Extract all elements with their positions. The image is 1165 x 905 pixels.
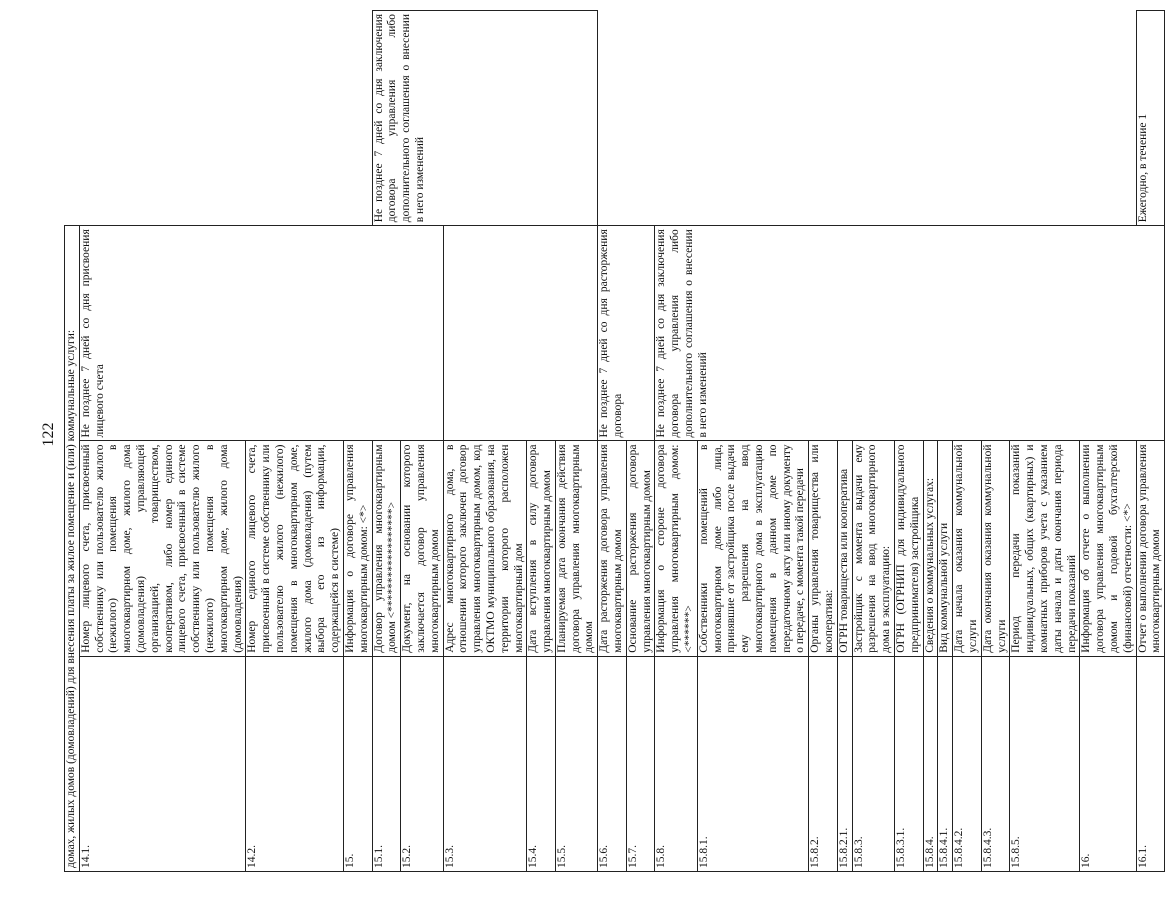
- table-row: [697, 11, 808, 872]
- item-number-cell: 15.8.2.: [809, 656, 838, 871]
- table-row: [981, 11, 1010, 872]
- deadline-cell: Не позднее 7 дней со дня расторжения договора: [598, 226, 655, 441]
- item-description-cell: Собственники помещений в многоквартирном доме либо лица, принявшие от застройщика после выдачи ему разрешения на ввод многоквартирного дома в эксплуатацию помещения в данном доме по передаточному акту или иному документу о передаче, с момента такой передачи: [697, 441, 808, 656]
- table-row: [923, 11, 938, 872]
- table-row: [65, 11, 80, 872]
- item-description-cell: Вид коммунальной услуги: [938, 441, 953, 656]
- section-continuation-cell: домах, жилых домов (домовладений) для внесения платы за жилое помещение и (или) коммунальные услуги:: [65, 226, 80, 872]
- item-number-cell: 15.1.: [372, 656, 401, 871]
- item-number-cell: 15.8.: [655, 656, 697, 871]
- item-description-cell: Период передачи показаний индивидуальных, общих (квартирных) и комнатных приборов учета с указанием даты начала и даты окончания периода передачи показаний: [1010, 441, 1080, 656]
- item-description-cell: Застройщик с момента выдачи ему разрешения на ввод многоквартирного дома в эксплуатацию:: [852, 441, 894, 656]
- page-number: 122: [40, 422, 57, 447]
- table-row: [1136, 11, 1165, 872]
- item-number-cell: 15.8.4.: [923, 656, 938, 871]
- table-row: [626, 11, 655, 872]
- table-row: [655, 11, 697, 872]
- table-row: [79, 11, 246, 872]
- item-number-cell: 15.8.4.3.: [981, 656, 1010, 871]
- item-number-cell: 15.: [343, 656, 372, 871]
- item-number-cell: 15.6.: [598, 656, 627, 871]
- item-description-cell: Информация о стороне договора управления многоквартирным домом: <******>: [655, 441, 697, 656]
- item-description-cell: Информация об отчете о выполнении договора управления многоквартирным домом и годовой бухгалтерской (финансовой) отчетности: <*>: [1080, 441, 1136, 656]
- item-number-cell: 15.7.: [626, 656, 655, 871]
- table-row: [895, 11, 924, 872]
- item-description-cell: Номер лицевого счета, присвоенный собственнику или пользователю жилого (нежилого) помещения в многоквартирном доме, жилого дома (домовладения) управляющей организацией, товариществом, кооперативом, либо номер единого лицевого счета, присвоенный в системе собственнику или пользователю жилого (нежилого) помещения в многоквартирном доме, жилого дома (домовладения): [79, 441, 246, 656]
- deadline-cell: Не позднее 7 дней со дня заключения договора управления либо дополнительного соглашения о внесении в него изменений: [655, 226, 1165, 441]
- item-description-cell: ОГРН товарищества или кооператива: [837, 441, 852, 656]
- deadline-cell: Не позднее 7 дней со дня заключения договора управления либо дополнительного соглашения о внесении в него изменений: [372, 11, 598, 226]
- table-row: [372, 11, 401, 872]
- deadline-cell: Ежегодно, в течение 1: [1136, 11, 1165, 226]
- item-description-cell: Информация о договоре управления многоквартирным домом: <*>: [343, 441, 372, 656]
- item-number-cell: 15.8.2.1.: [837, 656, 852, 871]
- item-description-cell: Основание расторжения договора управления многоквартирным домом: [626, 441, 655, 656]
- item-description-cell: Дата вступления в силу договора управления многоквартирным домом: [527, 441, 556, 656]
- item-number-cell: 15.4.: [527, 656, 556, 871]
- item-description-cell: Документ, на основании которого заключается договор управления многоквартирным домом: [401, 441, 443, 656]
- item-number-cell: 15.2.: [401, 656, 443, 871]
- table-row: [598, 11, 627, 872]
- table-row: [837, 11, 852, 872]
- item-description-cell: Органы управления товарищества или кооператива:: [809, 441, 838, 656]
- deadline-cell: Не позднее 7 дней со дня присвоения лицевого счета: [79, 226, 443, 441]
- item-number-cell: 15.5.: [555, 656, 597, 871]
- item-description-cell: Адрес многоквартирного дома, в отношении которого заключен договор управления многоквартирным домом, код ОКТМО муниципального образования, на территории которого расположен многоквартирный дом: [443, 441, 527, 656]
- item-number-cell: 15.8.3.1.: [895, 656, 924, 871]
- item-number-cell: 15.8.3.: [852, 656, 894, 871]
- item-number-cell: 15.8.5.: [1010, 656, 1080, 871]
- item-description-cell: Дата начала оказания коммунальной услуги: [953, 441, 982, 656]
- table-row: [809, 11, 838, 872]
- table-body: [65, 11, 1165, 872]
- item-description-cell: Отчет о выполнении договора управления многоквартирным домом: [1136, 441, 1165, 656]
- item-number-cell: 14.2.: [246, 656, 344, 871]
- disclosure-table: [64, 10, 1165, 872]
- table-row: [1080, 11, 1136, 872]
- item-number-cell: 15.3.: [443, 656, 527, 871]
- item-description-cell: Планируемая дата окончания действия договора управления многоквартирным домом: [555, 441, 597, 656]
- item-description-cell: ОГРН (ОГРНИП для индивидуального предпринимателя) застройщика: [895, 441, 924, 656]
- item-number-cell: 15.8.1.: [697, 656, 808, 871]
- table-row: [953, 11, 982, 872]
- table-row: [343, 11, 372, 872]
- item-number-cell: 15.8.4.1.: [938, 656, 953, 871]
- item-number-cell: 16.: [1080, 656, 1136, 871]
- table-row: [852, 11, 894, 872]
- item-description-cell: Сведения о коммунальных услугах:: [923, 441, 938, 656]
- item-description-cell: Дата окончания оказания коммунальной услуги: [981, 441, 1010, 656]
- item-description-cell: Номер единого лицевого счета, присвоенный в системе собственнику или пользователю жилого (нежилого) помещения в многоквартирном доме, жилого дома (домовладения) (путем выбора его из информации, содержащейся в системе): [246, 441, 344, 656]
- item-number-cell: 15.8.4.2.: [953, 656, 982, 871]
- item-description-cell: Договор управления многоквартирным домом <******************>: [372, 441, 401, 656]
- item-description-cell: Дата расторжения договора управления многоквартирным домом: [598, 441, 627, 656]
- table-row: [938, 11, 953, 872]
- table-row: [1010, 11, 1080, 872]
- item-number-cell: 14.1.: [79, 656, 246, 871]
- table-row: [246, 11, 344, 872]
- item-number-cell: 16.1.: [1136, 656, 1165, 871]
